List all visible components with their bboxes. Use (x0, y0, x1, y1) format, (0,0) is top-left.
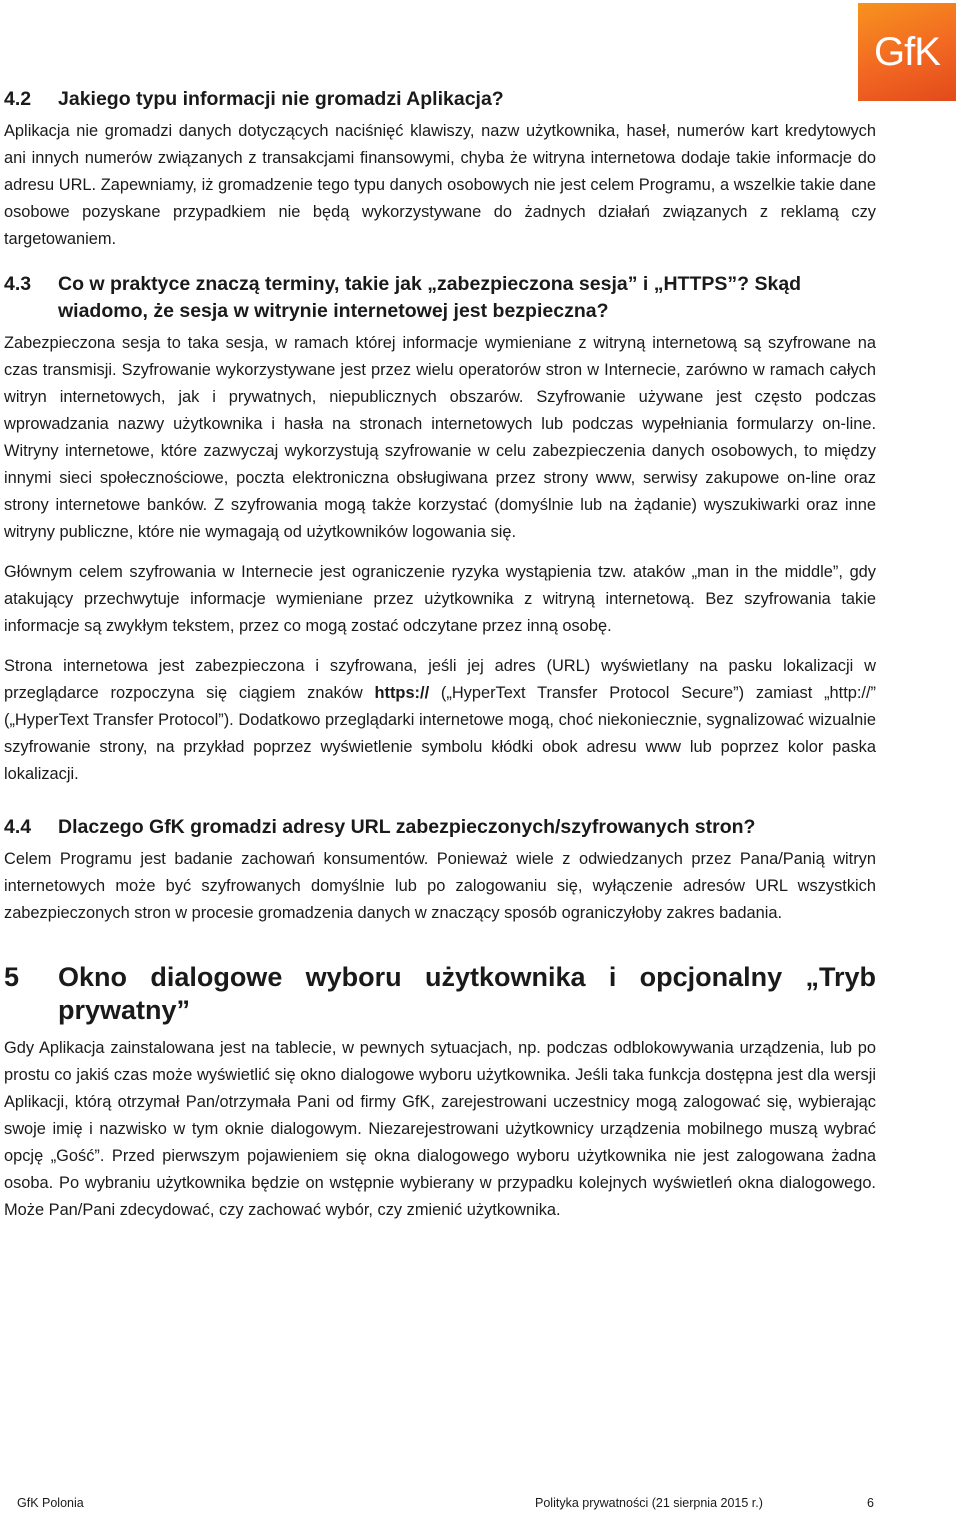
section-number: 4.4 (4, 816, 32, 838)
logo-text: GfK (874, 29, 940, 74)
section-5-heading (4, 961, 876, 1027)
section-4-3-paragraph-1: Zabezpieczona sesja to taka sesja, w ramach której informacje wymieniane z witryną internetową są szyfrowane na czas transmisji. Szyfrowanie wykorzystywane jest przez wielu operatorów stron w Internecie, zarówno w ramach całych witryn internetowych, jak i prywatnych, niepublicznych obszarów. Szyfrowanie używane jest często podczas wprowadzania nazwy użytkownika i hasła na stronach internetowych lub podczas wypełniania formularzy on-line. Witryny internetowe, które zazwyczaj wykorzystują szyfrowanie w celu zabezpieczenia danych osobowych, to między innymi sieci społecznościowe, poczta elektroniczna obsługiwana przez strony www, serwisy zakupowe on-line oraz strony internetowe banków. Z szyfrowania mogą także korzystać (domyślnie lub na żądanie) wyszukiwarki oraz inne witryny publiczne, które nie wymagają od użytkowników logowania się. (4, 334, 876, 541)
section-4-4-heading (4, 814, 876, 841)
section-4-3-paragraph-3 (4, 653, 876, 788)
footer-page-number: 6 (867, 1496, 874, 1510)
section-title: Jakiego typu informacji nie gromadzi Aplikacja? (58, 88, 504, 110)
footer-document-title: Polityka prywatności (21 sierpnia 2015 r.) (535, 1496, 763, 1510)
section-4-2-heading (4, 86, 876, 113)
https-prefix: https:// (374, 684, 430, 702)
section-title: Dlaczego GfK gromadzi adresy URL zabezpieczonych/szyfrowanych stron? (58, 816, 756, 838)
paragraph-text: Strona internetowa jest zabezpieczona i szyfrowana, jeśli jej adres (URL) wyświetlany na pasku lokalizacji w przeglądarce rozpoczyna się ciągiem znaków (4, 657, 876, 702)
section-title: Co w praktyce znaczą terminy, takie jak „zabezpieczona sesja” i „HTTPS”? Skąd wiadomo, że sesja w witrynie internetowej jest bezpieczna? (58, 273, 802, 322)
paragraph-text: („HyperText Transfer Protocol Secure”) zamiast „http://” („HyperText Transfer Protocol”). Dodatkowo przeglądarki internetowe mogą, choć niekoniecznie, sygnalizować wizualnie szyfrowanie strony, na przykład poprzez wyświetlenie symbolu kłódki obok adresu www lub poprzez kolor paska lokalizacji. (4, 684, 876, 783)
footer-company: GfK Polonia (17, 1496, 84, 1510)
document-body (4, 86, 876, 1224)
section-4-4-paragraph-1: Celem Programu jest badanie zachowań konsumentów. Ponieważ wiele z odwiedzanych przez Pana/Panią witryn internetowych może być szyfrowanych domyślnie lub po zalogowaniu się, wyłączenie adresów URL wszystkich zabezpieczonych stron w procesie gromadzenia danych w znaczący sposób ograniczyłoby zakres badania. (4, 850, 876, 922)
section-number: 4.2 (4, 88, 32, 110)
section-title: Okno dialogowe wyboru użytkownika i opcjonalny „Tryb prywatny” (58, 962, 876, 1025)
section-5-paragraph-1: Gdy Aplikacja zainstalowana jest na tablecie, w pewnych sytuacjach, np. podczas odblokowywania urządzenia, lub po prostu co jakiś czas może wyświetlić się okno dialogowe wyboru użytkownika. Jeśli taka funkcja dostępna jest dla wersji Aplikacji, którą otrzymał Pan/otrzymała Pani od firmy GfK, zarejestrowani uczestnicy mogą zalogować się, wybierając swoje imię i nazwisko w tym oknie dialogowym. Niezarejestrowani użytkownicy urządzenia mobilnego muszą wybrać opcję „Gość”. Przed pierwszym pojawieniem się okna dialogowego wyboru użytkownika nie jest zalogowana żadna osoba. Po wybraniu użytkownika będzie on wstępnie wybierany w przypadku kolejnych wyświetleń okna dialogowego. Może Pan/Pani zdecydować, czy zachować wybór, czy zmienić użytkownika. (4, 1039, 876, 1219)
section-number: 4.3 (4, 273, 32, 295)
section-4-3-paragraph-2: Głównym celem szyfrowania w Internecie jest ograniczenie ryzyka wystąpienia tzw. ataków „man in the middle”, gdy atakujący przechwytuje informacje wymieniane przez użytkownika z witryną internetową. Bez szyfrowania takie informacje są zwykłym tekstem, przez co mogą zostać odczytane przez inną osobę. (4, 563, 876, 635)
section-number: 5 (4, 962, 20, 992)
page-footer (0, 1496, 960, 1514)
section-4-2-paragraph-1: Aplikacja nie gromadzi danych dotyczących naciśnięć klawiszy, nazw użytkownika, haseł, numerów kart kredytowych ani innych numerów związanych z transakcjami finansowymi, chyba że witryna internetowa dodaje takie informacje do adresu URL. Zapewniamy, iż gromadzenie tego typu danych osobowych nie jest celem Programu, a wszelkie takie dane osobowe pozyskane przypadkiem nie będą wykorzystywane do żadnych działań związanych z reklamą czy targetowaniem. (4, 122, 876, 248)
section-4-3-heading (4, 271, 876, 325)
